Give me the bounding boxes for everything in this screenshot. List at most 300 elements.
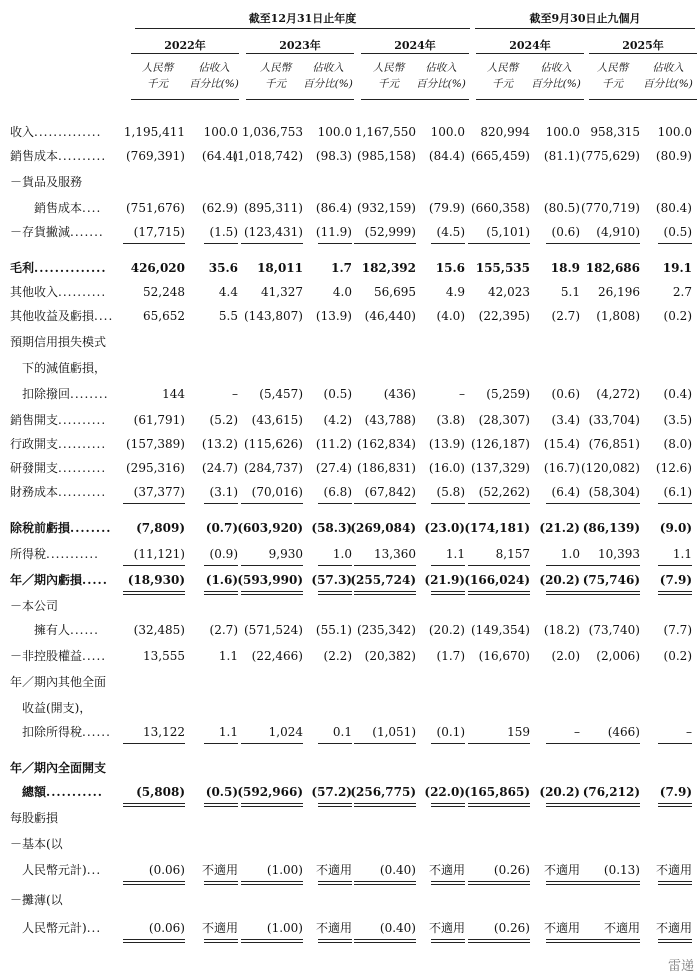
amount-cell: (67,842) <box>364 485 416 499</box>
single-underline <box>658 243 692 244</box>
year-header-0: 2022年 <box>164 39 206 52</box>
table-row <box>0 620 700 640</box>
amount-cell: 1,195,411 <box>123 125 185 139</box>
percent-cell: (4.0) <box>436 309 465 323</box>
row-label: 研發開支.......... <box>10 461 107 475</box>
year-header-2: 2024年 <box>394 39 436 52</box>
percent-cell: (21.2) <box>539 521 580 535</box>
table-row <box>0 384 700 404</box>
amount-cell: 426,020 <box>130 261 185 275</box>
table-row <box>0 410 700 430</box>
percent-cell: (80.4) <box>655 201 692 215</box>
amount-cell: 13,122 <box>143 725 185 739</box>
amount-cell: (115,626) <box>244 437 303 451</box>
amount-cell: (43,615) <box>251 413 303 427</box>
single-underline <box>241 243 303 244</box>
percent-cell: 19.1 <box>662 261 692 275</box>
single-underline <box>241 565 303 566</box>
double-underline <box>241 591 303 595</box>
percent-cell: (13.9) <box>428 437 465 451</box>
amount-cell: (255,724) <box>350 573 416 587</box>
unit-rule-1 <box>246 99 354 100</box>
percent-cell: (2.0) <box>551 649 580 663</box>
percent-cell: (20.2) <box>539 785 580 799</box>
percent-cell: (11.9) <box>315 225 352 239</box>
row-label: 財務成本.......... <box>10 485 107 499</box>
double-underline <box>354 803 416 807</box>
percent-cell: (86.4) <box>315 201 352 215</box>
amount-cell: (28,307) <box>478 413 530 427</box>
percent-cell: 100.0 <box>657 125 692 139</box>
row-label: 銷售開支.......... <box>10 413 107 427</box>
single-underline <box>578 503 640 504</box>
amount-cell: 820,994 <box>480 125 530 139</box>
amount-cell: (571,524) <box>244 623 303 637</box>
table-row <box>0 646 700 666</box>
single-underline <box>468 565 530 566</box>
amount-cell: 144 <box>162 387 185 401</box>
single-underline <box>318 565 352 566</box>
row-label: 收入.............. <box>10 125 102 139</box>
amount-cell: (1,051) <box>372 725 416 739</box>
amount-cell: (0.06) <box>148 863 185 877</box>
double-underline <box>546 939 580 943</box>
year-header-rule-3 <box>476 53 584 54</box>
row-label: 擁有人...... <box>10 623 99 637</box>
amount-cell: (22,466) <box>251 649 303 663</box>
row-label: 其他收入.......... <box>10 285 107 299</box>
percent-cell: 4.0 <box>332 285 352 299</box>
year-header-rule-2 <box>361 53 469 54</box>
percent-cell: 不適用 <box>543 921 580 935</box>
percent-cell: 100.0 <box>430 125 465 139</box>
double-underline <box>123 591 185 595</box>
single-underline <box>468 503 530 504</box>
amount-cell: (33,704) <box>588 413 640 427</box>
percent-cell: (20.2) <box>539 573 580 587</box>
amount-cell: 13,555 <box>143 649 185 663</box>
amount-cell: (52,999) <box>364 225 416 239</box>
single-underline <box>354 565 416 566</box>
percent-cell: 18.9 <box>550 261 580 275</box>
percent-cell: (0.9) <box>209 547 238 561</box>
table-row <box>0 808 700 828</box>
percent-cell: 不適用 <box>201 921 238 935</box>
single-underline <box>318 743 352 744</box>
single-underline <box>354 243 416 244</box>
percent-cell: (0.5) <box>663 225 692 239</box>
amount-cell: (592,966) <box>237 785 303 799</box>
watermark-text: 雷递 <box>667 959 694 974</box>
table-row <box>0 834 700 854</box>
percent-cell: (3.4) <box>551 413 580 427</box>
amount-cell: (2,006) <box>596 649 640 663</box>
unit-pct-of-revenue-3: 佔收入 百分比(%) <box>531 62 581 90</box>
row-label: －攤薄(以 <box>10 893 63 907</box>
percent-cell: 1.7 <box>331 261 352 275</box>
amount-cell: 182,392 <box>361 261 416 275</box>
amount-cell: (751,676) <box>126 201 185 215</box>
amount-cell: (18,930) <box>127 573 185 587</box>
amount-cell: (70,016) <box>251 485 303 499</box>
row-label: 年／期內其他全面 <box>10 675 107 689</box>
single-underline <box>578 243 640 244</box>
double-underline <box>468 803 530 807</box>
single-underline <box>578 743 640 744</box>
unit-pct-of-revenue-4: 佔收入 百分比(%) <box>643 62 693 90</box>
percent-cell: 35.6 <box>208 261 238 275</box>
amount-cell: 18,011 <box>257 261 303 275</box>
amount-cell: (284,737) <box>244 461 303 475</box>
amount-cell: (770,719) <box>581 201 640 215</box>
percent-cell: (7.7) <box>663 623 692 637</box>
amount-cell: 26,196 <box>598 285 640 299</box>
percent-cell: (7.9) <box>659 573 692 587</box>
amount-cell: (436) <box>383 387 416 401</box>
amount-cell: (76,851) <box>588 437 640 451</box>
amount-cell: (235,342) <box>357 623 416 637</box>
row-label: －本公司 <box>10 599 59 613</box>
double-underline <box>318 881 352 885</box>
amount-cell: (20,382) <box>364 649 416 663</box>
table-row <box>0 722 700 742</box>
percent-cell: (5.8) <box>436 485 465 499</box>
percent-cell: 100.0 <box>545 125 580 139</box>
amount-cell: (1.00) <box>266 921 303 935</box>
percent-cell: 不適用 <box>428 863 465 877</box>
amount-cell: (17,715) <box>133 225 185 239</box>
amount-cell: (665,459) <box>471 149 530 163</box>
amount-cell: 8,157 <box>495 547 530 561</box>
table-row <box>0 758 700 778</box>
percent-cell: 100.0 <box>203 125 238 139</box>
double-underline <box>318 939 352 943</box>
amount-cell: (0.26) <box>493 863 530 877</box>
double-underline <box>123 881 185 885</box>
row-label: －基本(以 <box>10 837 63 851</box>
unit-pct-of-revenue-0: 佔收入 百分比(%) <box>189 62 239 90</box>
double-underline <box>204 803 238 807</box>
percent-cell: 5.1 <box>560 285 580 299</box>
year-header-4: 2025年 <box>622 39 664 52</box>
single-underline <box>431 503 465 504</box>
amount-cell: (0.26) <box>493 921 530 935</box>
percent-cell: (20.2) <box>428 623 465 637</box>
amount-cell: (0.40) <box>379 863 416 877</box>
row-label: 所得稅........... <box>10 547 99 561</box>
table-row <box>0 358 700 378</box>
single-underline <box>546 565 580 566</box>
double-underline <box>354 591 416 595</box>
amount-cell: (75,746) <box>582 573 640 587</box>
unit-pct-of-revenue-1: 佔收入 百分比(%) <box>303 62 353 90</box>
percent-cell: (2.7) <box>551 309 580 323</box>
unit-rmb-thousand-3: 人民幣 千元 <box>486 62 519 90</box>
single-underline <box>354 743 416 744</box>
percent-cell: (57.2) <box>311 785 352 799</box>
double-underline <box>468 591 530 595</box>
unit-rule-4 <box>589 99 697 100</box>
single-underline <box>468 243 530 244</box>
amount-cell: (61,791) <box>133 413 185 427</box>
amount-cell: (86,139) <box>582 521 640 535</box>
year-header-3: 2024年 <box>509 39 551 52</box>
percent-cell: 1.1 <box>218 649 238 663</box>
percent-cell: 100.0 <box>317 125 352 139</box>
percent-cell: 0.1 <box>332 725 352 739</box>
double-underline <box>468 881 530 885</box>
amount-cell: 65,652 <box>143 309 185 323</box>
amount-cell: (22,395) <box>478 309 530 323</box>
double-underline <box>431 591 465 595</box>
percent-cell: (2.2) <box>323 649 352 663</box>
row-label: －存貨撇減....... <box>10 225 104 239</box>
percent-cell: (18.2) <box>543 623 580 637</box>
table-row <box>0 172 700 192</box>
table-row <box>0 146 700 166</box>
amount-cell: (11,121) <box>133 547 185 561</box>
unit-rule-2 <box>361 99 469 100</box>
table-row <box>0 544 700 564</box>
amount-cell: (162,834) <box>357 437 416 451</box>
row-label: 預期信用損失模式 <box>10 335 107 349</box>
header-group-nine-months-rule <box>475 28 695 29</box>
table-row <box>0 122 700 142</box>
amount-cell: (174,181) <box>464 521 530 535</box>
amount-cell: 1,167,550 <box>354 125 416 139</box>
amount-cell: (5,457) <box>259 387 303 401</box>
table-row <box>0 282 700 302</box>
amount-cell: (143,807) <box>244 309 303 323</box>
percent-cell: 1.1 <box>672 547 692 561</box>
percent-cell: (3.5) <box>663 413 692 427</box>
percent-cell: 不適用 <box>543 863 580 877</box>
amount-cell: (0.06) <box>148 921 185 935</box>
percent-cell: (4.5) <box>436 225 465 239</box>
percent-cell: (27.4) <box>315 461 352 475</box>
amount-cell: (76,212) <box>582 785 640 799</box>
percent-cell: (22.0) <box>424 785 465 799</box>
percent-cell: (16.7) <box>543 461 580 475</box>
unit-rmb-thousand-0: 人民幣 千元 <box>141 62 174 90</box>
row-label: 銷售成本.... <box>10 201 102 215</box>
amount-cell: (0.13) <box>603 863 640 877</box>
amount-cell: (1,808) <box>596 309 640 323</box>
percent-cell: 不適用 <box>428 921 465 935</box>
amount-cell: (593,990) <box>237 573 303 587</box>
table-row <box>0 434 700 454</box>
amount-cell: (295,316) <box>126 461 185 475</box>
percent-cell: (0.6) <box>551 225 580 239</box>
amount-cell: (985,158) <box>357 149 416 163</box>
percent-cell: (80.9) <box>655 149 692 163</box>
amount-cell: (769,391) <box>126 149 185 163</box>
amount-cell: (43,788) <box>364 413 416 427</box>
percent-cell: (0.2) <box>663 309 692 323</box>
table-row <box>0 860 700 880</box>
row-label: 人民幣元計)... <box>10 921 102 935</box>
percent-cell: 2.7 <box>672 285 692 299</box>
double-underline <box>431 803 465 807</box>
double-underline <box>318 803 352 807</box>
percent-cell: (3.8) <box>436 413 465 427</box>
percent-cell: (0.6) <box>551 387 580 401</box>
percent-cell: (0.5) <box>205 785 238 799</box>
double-underline <box>431 881 465 885</box>
row-label: －貨品及服務 <box>10 175 83 189</box>
row-label: 其他收益及虧損.... <box>10 309 114 323</box>
amount-cell: (603,920) <box>237 521 303 535</box>
amount-cell: (4,910) <box>596 225 640 239</box>
year-header-rule-4 <box>589 53 697 54</box>
single-underline <box>468 743 530 744</box>
amount-cell: (126,187) <box>471 437 530 451</box>
percent-cell: (84.4) <box>428 149 465 163</box>
unit-rule-3 <box>476 99 584 100</box>
amount-cell: (5,259) <box>486 387 530 401</box>
amount-cell: (1,018,742) <box>232 149 303 163</box>
row-label: 每股虧損 <box>10 811 59 825</box>
table-row <box>0 458 700 478</box>
amount-cell: (32,485) <box>133 623 185 637</box>
amount-cell: (775,629) <box>581 149 640 163</box>
percent-cell: (1.5) <box>209 225 238 239</box>
table-row <box>0 782 700 802</box>
percent-cell: (8.0) <box>663 437 692 451</box>
amount-cell: (58,304) <box>588 485 640 499</box>
percent-cell: (6.4) <box>551 485 580 499</box>
amount-cell: (186,831) <box>357 461 416 475</box>
amount-cell: (256,775) <box>350 785 416 799</box>
double-underline <box>123 939 185 943</box>
percent-cell: (1.6) <box>205 573 238 587</box>
percent-cell: (3.1) <box>209 485 238 499</box>
single-underline <box>546 743 580 744</box>
percent-cell: 1.0 <box>332 547 352 561</box>
percent-cell: (6.1) <box>663 485 692 499</box>
double-underline <box>546 591 580 595</box>
single-underline <box>123 565 185 566</box>
percent-cell: – <box>574 725 580 739</box>
table-row <box>0 482 700 502</box>
single-underline <box>123 503 185 504</box>
unit-pct-of-revenue-2: 佔收入 百分比(%) <box>416 62 466 90</box>
percent-cell: (9.0) <box>659 521 692 535</box>
amount-cell: (895,311) <box>244 201 303 215</box>
amount-cell: 56,695 <box>374 285 416 299</box>
double-underline <box>204 881 238 885</box>
amount-cell: 1,036,753 <box>241 125 303 139</box>
table-row <box>0 672 700 692</box>
row-label: 毛利.............. <box>10 261 107 275</box>
amount-cell: 52,248 <box>143 285 185 299</box>
single-underline <box>431 243 465 244</box>
single-underline <box>431 743 465 744</box>
double-underline <box>468 939 530 943</box>
single-underline <box>204 243 238 244</box>
table-row <box>0 332 700 352</box>
percent-cell: (12.6) <box>655 461 692 475</box>
row-label: 收益(開支)， <box>10 701 92 715</box>
row-label: 年／期內全面開支 <box>10 761 107 775</box>
double-underline <box>354 881 416 885</box>
header-group-annual: 截至12月31日止年度 <box>248 12 357 25</box>
single-underline <box>431 565 465 566</box>
percent-cell: (0.4) <box>663 387 692 401</box>
row-label: 年／期內虧損..... <box>10 573 108 587</box>
amount-cell: (52,262) <box>478 485 530 499</box>
amount-cell: (120,082) <box>581 461 640 475</box>
table-row <box>0 698 700 718</box>
percent-cell: – <box>232 387 238 401</box>
percent-cell: 1.0 <box>560 547 580 561</box>
percent-cell: (4.2) <box>323 413 352 427</box>
percent-cell: (55.1) <box>315 623 352 637</box>
percent-cell: 1.1 <box>445 547 465 561</box>
amount-cell: (157,389) <box>126 437 185 451</box>
amount-cell: (1.00) <box>266 863 303 877</box>
amount-cell: (123,431) <box>244 225 303 239</box>
amount-cell: (466) <box>607 725 640 739</box>
double-underline <box>658 881 692 885</box>
double-underline <box>658 803 692 807</box>
table-row <box>0 306 700 326</box>
percent-cell: (13.9) <box>315 309 352 323</box>
double-underline <box>578 591 640 595</box>
percent-cell: 15.6 <box>435 261 465 275</box>
row-label: 除稅前虧損........ <box>10 521 112 535</box>
header-group-annual-rule <box>135 28 470 29</box>
single-underline <box>546 503 580 504</box>
single-underline <box>354 503 416 504</box>
percent-cell: 不適用 <box>315 921 352 935</box>
double-underline <box>658 591 692 595</box>
table-row <box>0 570 700 590</box>
single-underline <box>658 565 692 566</box>
amount-cell: 155,535 <box>475 261 530 275</box>
row-label: －非控股權益..... <box>10 649 107 663</box>
double-underline <box>204 591 238 595</box>
double-underline <box>241 939 303 943</box>
percent-cell: 5.5 <box>218 309 238 323</box>
single-underline <box>318 243 352 244</box>
double-underline <box>318 591 352 595</box>
percent-cell: 4.9 <box>445 285 465 299</box>
percent-cell: (13.2) <box>201 437 238 451</box>
unit-rmb-thousand-1: 人民幣 千元 <box>259 62 292 90</box>
percent-cell: (0.2) <box>663 649 692 663</box>
percent-cell: 4.4 <box>218 285 238 299</box>
percent-cell: – <box>686 725 692 739</box>
amount-cell: 159 <box>507 725 530 739</box>
amount-cell: (165,865) <box>464 785 530 799</box>
amount-cell: (166,024) <box>464 573 530 587</box>
percent-cell: 1.1 <box>218 725 238 739</box>
percent-cell: (80.5) <box>543 201 580 215</box>
double-underline <box>204 939 238 943</box>
table-row <box>0 596 700 616</box>
amount-cell: (269,084) <box>350 521 416 535</box>
single-underline <box>658 743 692 744</box>
double-underline <box>658 939 692 943</box>
percent-cell: (62.9) <box>201 201 238 215</box>
percent-cell: (24.7) <box>201 461 238 475</box>
percent-cell: – <box>459 387 465 401</box>
table-row <box>0 890 700 910</box>
amount-cell: (137,329) <box>471 461 530 475</box>
percent-cell: (1.7) <box>436 649 465 663</box>
single-underline <box>123 743 185 744</box>
